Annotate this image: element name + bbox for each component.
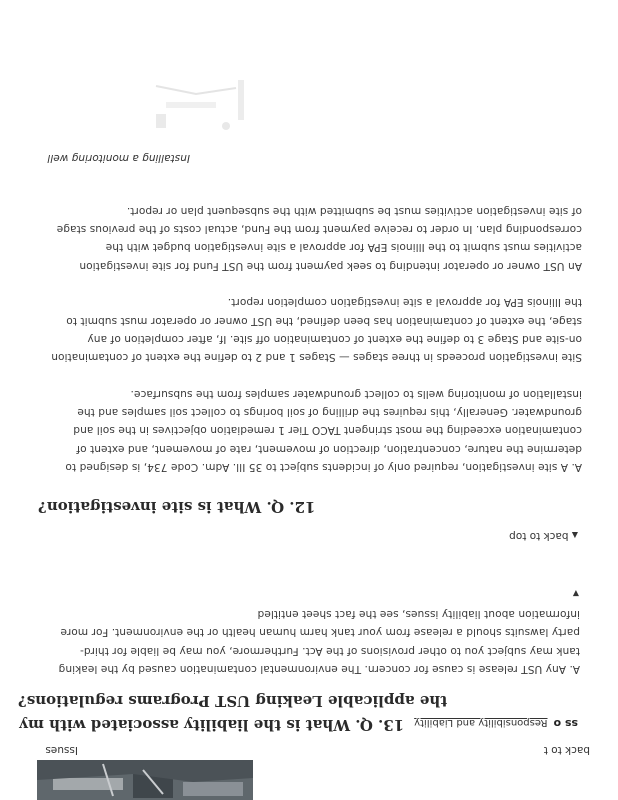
section12-answer-line: on-site and Stage 3 to define the extent of contamination off site. If, after completion of any: [87, 332, 582, 345]
section13-question-heading: ss o Responsibility and Liability 13. Q. What is the liability associated with my the applicable Leaking UST Programs regulations?: [18, 692, 578, 734]
monitoring-well-photo: [124, 68, 256, 138]
section13-answer-line: tank may subject you to other provisions of the Act. Furthermore, you may be liable for third-: [80, 644, 580, 657]
fact-sheet-link-fragment[interactable]: Responsibility and Liability: [414, 717, 548, 728]
monitoring-well-photo-graphic: [124, 68, 256, 138]
section12-question-heading: 12. Q. What is site investigation?: [38, 498, 316, 516]
section12-answer-line: corresponding plan. In order to receive payment from the Fund, actual costs of the previous stage: [56, 223, 582, 236]
equipment-photo: [37, 760, 253, 800]
section13-answer: [35, 605, 580, 678]
section12-answer-line: determine the nature, concentration, direction of movement, rate of movement, and extent of: [76, 442, 582, 455]
section13-back-to-top[interactable]: [573, 588, 583, 600]
back-to-top-link[interactable]: ▲ back to top: [509, 530, 578, 542]
photo-caption: Installing a monitoring well: [47, 152, 190, 164]
chevron-up-icon: ▼: [572, 589, 579, 598]
section12-answer-line: An UST owner or operator intending to seek payment from the UST Fund for site investigation: [79, 259, 582, 272]
section12-answer: [34, 202, 582, 476]
section12-answer-line: stage, the extent of contamination has been defined, the UST owner or operator must submit to: [66, 314, 582, 327]
section12-answer-line: [34, 366, 582, 384]
chevron-down-icon: ▲: [571, 531, 578, 540]
issues-label: Issues: [45, 744, 78, 756]
section13-answer-line: party lawsuits should a release from your tank harm human health or the environment. For more: [60, 626, 580, 639]
equipment-photo-graphic: [37, 760, 253, 800]
section12-answer-line: of site investigation activities must be submitted with the subsequent plan or report.: [126, 204, 582, 217]
section13-question-cont: the applicable Leaking UST Programs regulations?: [18, 692, 448, 710]
section12-answer-line: A. A site investigation, required only of incidents subject to 35 Ill. Adm. Code 734, is designed to: [65, 461, 582, 473]
section12-answer-line: Site investigation proceeds in three stages — Stages 1 and 2 to define the extent of contamination: [51, 351, 582, 364]
section12-answer-line: [34, 275, 582, 293]
section12-answer-line: the Illinois EPA for approval a site investigation completion report.: [227, 296, 582, 309]
section12-answer-line: activities must submit to the Illinois EPA for approval a site investigation budget with the: [105, 241, 582, 254]
section13-answer-line: information about liability issues, see the fact sheet entitled: [257, 608, 580, 621]
section12-answer-line: contamination exceeding the most stringent TACO Tier 1 remediation objectives in the soil and: [73, 424, 582, 437]
section13-answer-line: A. Any UST release is cause for concern. The environmental contamination caused by the leaking: [58, 663, 580, 675]
back-to-top-link-upper[interactable]: back to t: [543, 744, 590, 756]
section12-answer-line: installation of monitoring wells to collect groundwater samples from the subsurface.: [130, 387, 582, 400]
section12-answer-line: groundwater. Generally, this requires the drilling of soil borings to collect soil samples and the: [77, 406, 582, 419]
